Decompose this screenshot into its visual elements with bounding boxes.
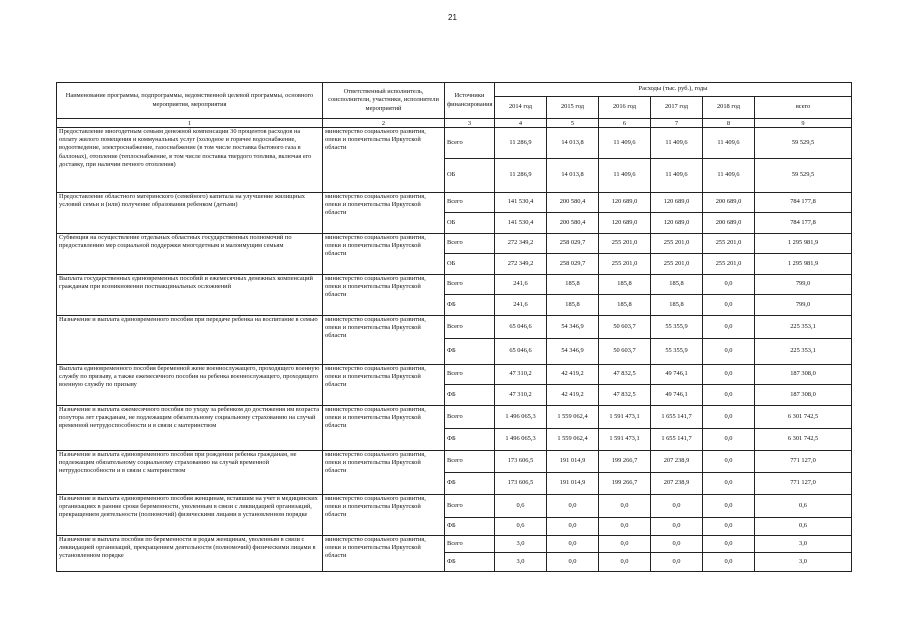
year-value-cell: 141 530,4 [495,193,547,213]
year-value-cell: 173 606,5 [495,473,547,495]
year-value-cell: 42 419,2 [547,385,599,406]
year-value-cell: 258 029,7 [547,234,599,254]
year-value-cell: 47 310,2 [495,385,547,406]
header-year-2017: 2017 год [651,97,703,119]
year-value-cell: 173 606,5 [495,451,547,473]
table-row [57,193,852,213]
year-value-cell: 0,0 [703,473,755,495]
year-value-cell: 120 689,0 [599,193,651,213]
year-value-cell: 1 496 065,3 [495,406,547,429]
year-value-cell: 1 559 062,4 [547,406,599,429]
year-value-cell: 0,6 [495,518,547,536]
year-value-cell: 0,0 [651,518,703,536]
year-value-cell: 55 355,9 [651,339,703,365]
header-expenses: Расходы (тыс. руб.), годы [495,83,852,97]
executor-cell: министерство социального развития, опеки и попечительства Иркутской области [323,128,445,193]
year-value-cell: 0,0 [703,295,755,316]
year-value-cell: 0,0 [547,518,599,536]
year-value-cell: 0,0 [703,339,755,365]
year-value-cell: 272 349,2 [495,234,547,254]
year-value-cell: 11 409,6 [599,128,651,159]
column-number: 4 [495,119,547,128]
total-cell: 771 127,0 [755,473,852,495]
year-value-cell: 0,0 [547,536,599,553]
funding-source-cell: ФБ [445,429,495,451]
year-value-cell: 11 286,9 [495,159,547,193]
year-value-cell: 11 409,6 [703,159,755,193]
measure-name: Выплата единовременного пособия беременной жене военнослужащего, проходящего военную службу по призыву, а также ежемесячного пособия на ребенка военнослужащего, проходящего военную службу по призыву [57,365,323,406]
year-value-cell: 141 530,4 [495,213,547,234]
year-value-cell: 255 201,0 [599,254,651,275]
funding-source-cell: Всего [445,451,495,473]
year-value-cell: 272 349,2 [495,254,547,275]
measure-name: Субвенция на осуществление отдельных областных государственных полномочий по предоставлению мер социальной поддержки многодетным и малоимущим семьям [57,234,323,275]
year-value-cell: 0,0 [703,406,755,429]
total-cell: 1 295 981,9 [755,254,852,275]
executor-cell: министерство социального развития, опеки и попечительства Иркутской области [323,536,445,572]
column-number-row [57,119,852,128]
measure-name: Назначение и выплата ежемесячного пособия по уходу за ребенком до достижения им возраста полутора лет гражданам, не подлежащим обязательному социальному страхованию на случай временной нетрудоспособности и в связи с материнством [57,406,323,451]
year-value-cell: 191 014,9 [547,473,599,495]
year-value-cell: 199 266,7 [599,451,651,473]
year-value-cell: 1 655 141,7 [651,406,703,429]
funding-source-cell: ФБ [445,553,495,572]
executor-cell: министерство социального развития, опеки и попечительства Иркутской области [323,234,445,275]
year-value-cell: 50 603,7 [599,339,651,365]
year-value-cell: 47 310,2 [495,365,547,385]
year-value-cell: 11 286,9 [495,128,547,159]
year-value-cell: 1 496 065,3 [495,429,547,451]
executor-cell: министерство социального развития, опеки и попечительства Иркутской области [323,365,445,406]
column-number: 9 [755,119,852,128]
column-number: 3 [445,119,495,128]
year-value-cell: 3,0 [495,553,547,572]
year-value-cell: 55 355,9 [651,316,703,339]
total-cell: 0,6 [755,495,852,518]
header-year-2018: 2018 год [703,97,755,119]
table-body [57,119,852,572]
total-cell: 6 301 742,5 [755,406,852,429]
total-cell: 799,0 [755,295,852,316]
budget-table [56,82,852,572]
year-value-cell: 255 201,0 [651,234,703,254]
year-value-cell: 11 409,6 [651,159,703,193]
header-year-2016: 2016 год [599,97,651,119]
column-number: 6 [599,119,651,128]
funding-source-cell: ФБ [445,518,495,536]
year-value-cell: 0,0 [703,518,755,536]
year-value-cell: 199 266,7 [599,473,651,495]
funding-source-cell: Всего [445,365,495,385]
total-cell: 784 177,8 [755,193,852,213]
year-value-cell: 200 580,4 [547,193,599,213]
table-row [57,406,852,429]
year-value-cell: 0,0 [703,385,755,406]
total-cell: 771 127,0 [755,451,852,473]
total-cell: 187 308,0 [755,385,852,406]
year-value-cell: 3,0 [495,536,547,553]
total-cell: 0,6 [755,518,852,536]
year-value-cell: 185,8 [547,275,599,295]
year-value-cell: 255 201,0 [651,254,703,275]
year-value-cell: 65 046,6 [495,339,547,365]
executor-cell: министерство социального развития, опеки и попечительства Иркутской области [323,451,445,495]
total-cell: 799,0 [755,275,852,295]
year-value-cell: 0,0 [599,553,651,572]
year-value-cell: 185,8 [651,275,703,295]
funding-source-cell: ОБ [445,159,495,193]
year-value-cell: 185,8 [651,295,703,316]
total-cell: 6 301 742,5 [755,429,852,451]
funding-source-cell: Всего [445,316,495,339]
year-value-cell: 0,0 [547,495,599,518]
funding-source-cell: Всего [445,406,495,429]
funding-source-cell: ФБ [445,339,495,365]
header-year-2015: 2015 год [547,97,599,119]
year-value-cell: 0,0 [599,536,651,553]
funding-source-cell: ФБ [445,385,495,406]
table-row [57,495,852,518]
column-number: 5 [547,119,599,128]
column-number: 2 [323,119,445,128]
measure-name: Назначение и выплата единовременного пособия женщинам, вставшим на учет в медицинских организациях в ранние сроки беременности, уволенным в связи с ликвидацией организаций, прекращением деятельности (полномочий) физическими лицами в установленном порядке [57,495,323,536]
total-cell: 3,0 [755,553,852,572]
year-value-cell: 207 238,9 [651,473,703,495]
year-value-cell: 0,0 [703,553,755,572]
total-cell: 784 177,8 [755,213,852,234]
year-value-cell: 54 346,9 [547,316,599,339]
year-value-cell: 0,0 [703,536,755,553]
funding-source-cell: ОБ [445,213,495,234]
total-cell: 225 353,1 [755,316,852,339]
year-value-cell: 200 689,0 [703,193,755,213]
year-value-cell: 0,0 [651,553,703,572]
measure-name: Выплата государственных единовременных пособий и ежемесячных денежных компенсаций гражданам при возникновении поствакцинальных осложнений [57,275,323,316]
year-value-cell: 49 746,1 [651,385,703,406]
funding-source-cell: Всего [445,536,495,553]
year-value-cell: 255 201,0 [703,254,755,275]
funding-source-cell: ОБ [445,254,495,275]
funding-source-cell: Всего [445,128,495,159]
table-row [57,536,852,553]
year-value-cell: 1 591 473,1 [599,406,651,429]
funding-source-cell: Всего [445,234,495,254]
executor-cell: министерство социального развития, опеки и попечительства Иркутской области [323,406,445,451]
year-value-cell: 1 559 062,4 [547,429,599,451]
header-source: Источники финансирования [445,83,495,119]
table-row [57,234,852,254]
year-value-cell: 241,6 [495,295,547,316]
year-value-cell: 0,0 [703,429,755,451]
executor-cell: министерство социального развития, опеки и попечительства Иркутской области [323,275,445,316]
year-value-cell: 0,0 [703,316,755,339]
year-value-cell: 14 013,8 [547,159,599,193]
funding-source-cell: ФБ [445,295,495,316]
year-value-cell: 120 689,0 [651,213,703,234]
year-value-cell: 120 689,0 [651,193,703,213]
funding-source-cell: Всего [445,193,495,213]
executor-cell: министерство социального развития, опеки и попечительства Иркутской области [323,316,445,365]
year-value-cell: 185,8 [547,295,599,316]
year-value-cell: 185,8 [599,275,651,295]
total-cell: 3,0 [755,536,852,553]
year-value-cell: 1 591 473,1 [599,429,651,451]
header-total: всего [755,97,852,119]
table-row [57,275,852,295]
measure-name: Назначение и выплата единовременного пособия при рождении ребенка гражданам, не подлежащим обязательному социальному страхованию на случай временной нетрудоспособности и в связи с материнством [57,451,323,495]
column-number: 1 [57,119,323,128]
column-number: 8 [703,119,755,128]
year-value-cell: 65 046,6 [495,316,547,339]
year-value-cell: 200 689,0 [703,213,755,234]
year-value-cell: 120 689,0 [599,213,651,234]
column-number: 7 [651,119,703,128]
funding-source-cell: Всего [445,495,495,518]
total-cell: 187 308,0 [755,365,852,385]
year-value-cell: 0,0 [703,365,755,385]
total-cell: 225 353,1 [755,339,852,365]
measure-name: Предоставление областного материнского (семейного) капитала на улучшение жилищных условий семьи и (или) получение образования ребенком (детьми) [57,193,323,234]
year-value-cell: 0,0 [651,536,703,553]
total-cell: 59 529,5 [755,128,852,159]
header-executor: Ответственный исполнитель, соисполнители, участники, исполнители мероприятий [323,83,445,119]
year-value-cell: 47 832,5 [599,385,651,406]
executor-cell: министерство социального развития, опеки и попечительства Иркутской области [323,193,445,234]
year-value-cell: 11 409,6 [599,159,651,193]
year-value-cell: 0,0 [703,495,755,518]
year-value-cell: 0,6 [495,495,547,518]
measure-name: Назначение и выплата единовременного пособия при передаче ребенка на воспитание в семью [57,316,323,365]
page-number: 21 [448,13,457,22]
year-value-cell: 47 832,5 [599,365,651,385]
year-value-cell: 241,6 [495,275,547,295]
year-value-cell: 49 746,1 [651,365,703,385]
total-cell: 1 295 981,9 [755,234,852,254]
measure-name: Назначение и выплата пособия по беременности и родам женщинам, уволенным в связи с ликвидацией организаций, прекращением деятельности (полномочий) физическими лицами в установленном порядке [57,536,323,572]
year-value-cell: 14 013,8 [547,128,599,159]
year-value-cell: 50 603,7 [599,316,651,339]
year-value-cell: 185,8 [599,295,651,316]
year-value-cell: 200 580,4 [547,213,599,234]
year-value-cell: 42 419,2 [547,365,599,385]
year-value-cell: 11 409,6 [703,128,755,159]
year-value-cell: 1 655 141,7 [651,429,703,451]
table-row [57,128,852,159]
year-value-cell: 207 238,9 [651,451,703,473]
header-name: Наименование программы, подпрограммы, ведомственной целевой программы, основного мероприятия, мероприятия [57,83,323,119]
year-value-cell: 0,0 [703,451,755,473]
header-year-2014: 2014 год [495,97,547,119]
executor-cell: министерство социального развития, опеки и попечительства Иркутской области [323,495,445,536]
funding-source-cell: Всего [445,275,495,295]
funding-source-cell: ФБ [445,473,495,495]
year-value-cell: 0,0 [651,495,703,518]
year-value-cell: 255 201,0 [599,234,651,254]
year-value-cell: 0,0 [547,553,599,572]
total-cell: 59 529,5 [755,159,852,193]
table-row [57,365,852,385]
year-value-cell: 11 409,6 [651,128,703,159]
table-row [57,451,852,473]
table-row [57,316,852,339]
year-value-cell: 191 014,9 [547,451,599,473]
year-value-cell: 0,0 [703,275,755,295]
year-value-cell: 54 346,9 [547,339,599,365]
year-value-cell: 258 029,7 [547,254,599,275]
year-value-cell: 255 201,0 [703,234,755,254]
measure-name: Предоставление многодетным семьям денежной компенсации 30 процентов расходов на оплату жилого помещения и коммунальных услуг (холодное и горячее водоснабжение, водоотведение, электроснабжение, газоснабжение (в том числе поставка бытового газа в баллонах), отопление (теплоснабжение, в том числе поставка твердого топлива, включая его доставку, при наличии печного отопления) [57,128,323,193]
year-value-cell: 0,0 [599,518,651,536]
year-value-cell: 0,0 [599,495,651,518]
